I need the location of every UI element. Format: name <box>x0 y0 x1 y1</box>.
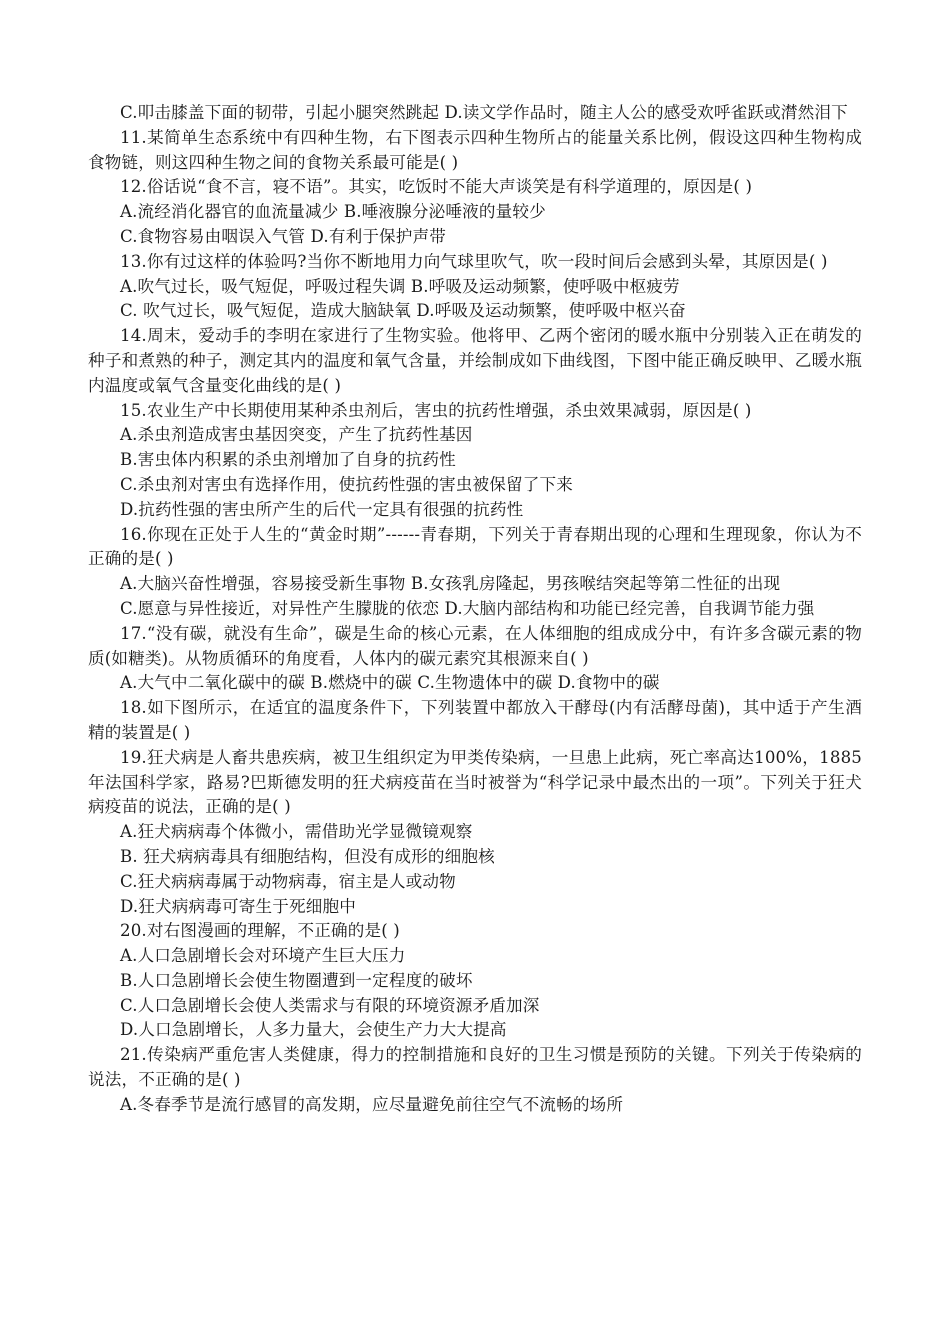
question-15-option-b: B.害虫体内积累的杀虫剂增加了自身的抗药性 <box>120 450 456 470</box>
question-13: 13.你有过这样的体验吗?当你不断地用力向气球里吹气，吹一段时间后会感到头晕，其原因是( ) <box>120 251 828 271</box>
question-19-option-d: D.狂犬病病毒可寄生于死细胞中 <box>120 896 356 916</box>
question-16: 16.你现在正处于人生的“黄金时期”------青春期，下列关于青春期出现的心理和生理现象，你认为不正确的是( ) <box>88 524 862 569</box>
question-15-option-a: A.杀虫剂造成害虫基因突变，产生了抗药性基因 <box>120 425 473 445</box>
question-16-options-cd: C.愿意与异性接近，对异性产生朦胧的依恋 D.大脑内部结构和功能已经完善，自我调节能力强 <box>120 598 815 618</box>
question-20-option-c: C.人口急剧增长会使人类需求与有限的环境资源矛盾加深 <box>120 995 540 1015</box>
question-17-options: A.大气中二氧化碳中的碳 B.燃烧中的碳 C.生物遗体中的碳 D.食物中的碳 <box>120 673 660 693</box>
question-15-option-d: D.抗药性强的害虫所产生的后代一定具有很强的抗药性 <box>120 499 524 519</box>
question-20-option-b: B.人口急剧增长会使生物圈遭到一定程度的破坏 <box>120 970 473 990</box>
question-13-options-ab: A.吹气过长，吸气短促，呼吸过程失调 B.呼吸及运动频繁，使呼吸中枢疲劳 <box>120 276 680 296</box>
question-11: 11.某简单生态系统中有四种生物，右下图表示四种生物所占的能量关系比例，假设这四种生物构成食物链，则这四种生物之间的食物关系最可能是( ) <box>88 127 862 172</box>
question-16-options-ab: A.大脑兴奋性增强，容易接受新生事物 B.女孩乳房隆起，男孩喉结突起等第二性征的出现 <box>120 574 781 594</box>
question-21-option-a: A.冬春季节是流行感冒的高发期，应尽量避免前往空气不流畅的场所 <box>120 1094 624 1114</box>
question-12: 12.俗话说“食不言，寝不语”。其实，吃饭时不能大声谈笑是有科学道理的，原因是( ) <box>120 177 753 197</box>
question-15-option-c: C.杀虫剂对害虫有选择作用，使抗药性强的害虫被保留了下来 <box>120 474 574 494</box>
question-13-options-cd: C. 吹气过长，吸气短促，造成大脑缺氧 D.呼吸及运动频繁，使呼吸中枢兴奋 <box>120 301 686 321</box>
question-14: 14.周末，爱动手的李明在家进行了生物实验。他将甲、乙两个密闭的暖水瓶中分别装入正在萌发的种子和煮熟的种子，测定其内的温度和氧气含量，并绘制成如下曲线图，下图中能正确反映甲、乙暖水瓶内温度或氧气含量变化曲线的是( ) <box>88 326 862 395</box>
question-12-options-cd: C.食物容易由咽误入气管 D.有利于保护声带 <box>120 226 447 246</box>
question-19-option-b: B. 狂犬病病毒具有细胞结构，但没有成形的细胞核 <box>120 846 495 866</box>
paragraph-10-options-cd: C.叩击膝盖下面的韧带，引起小腿突然跳起 D.读文学作品时，随主人公的感受欢呼雀跃或潸然泪下 <box>120 103 848 122</box>
question-20-option-a: A.人口急剧增长会对环境产生巨大压力 <box>120 946 406 966</box>
question-20-option-d: D.人口急剧增长，人多力量大，会使生产力大大提高 <box>120 1020 507 1040</box>
question-21: 21.传染病严重危害人类健康，得力的控制措施和良好的卫生习惯是预防的关键。下列关于传染病的说法，不正确的是( ) <box>88 1045 862 1090</box>
question-19: 19.狂犬病是人畜共患疾病，被卫生组织定为甲类传染病，一旦患上此病，死亡率高达100%，1885年法国科学家，路易?巴斯德发明的狂犬病疫苗在当时被誉为“科学记录中最杰出的一项”。下列关于狂犬病疫苗的说法，正确的是( ) <box>88 747 862 817</box>
question-19-option-c: C.狂犬病病毒属于动物病毒，宿主是人或动物 <box>120 871 456 891</box>
question-15: 15.农业生产中长期使用某种杀虫剂后，害虫的抗药性增强，杀虫效果减弱，原因是( ) <box>120 400 752 420</box>
question-18: 18.如下图所示，在适宜的温度条件下，下列装置中都放入干酵母(内有活酵母菌)，其中适于产生酒精的装置是( ) <box>88 698 862 742</box>
question-12-options-ab: A.流经消化器官的血流量减少 B.唾液腺分泌唾液的量较少 <box>120 202 546 222</box>
document-body <box>88 101 862 1118</box>
question-19-option-a: A.狂犬病病毒个体微小，需借助光学显微镜观察 <box>120 822 473 842</box>
question-17: 17.“没有碳，就没有生命”，碳是生命的核心元素，在人体细胞的组成成分中，有许多含碳元素的物质(如糖类)。从物质循环的角度看，人体内的碳元素究其根源来自( ) <box>88 623 862 668</box>
question-20: 20.对右图漫画的理解，不正确的是( ) <box>120 921 400 941</box>
